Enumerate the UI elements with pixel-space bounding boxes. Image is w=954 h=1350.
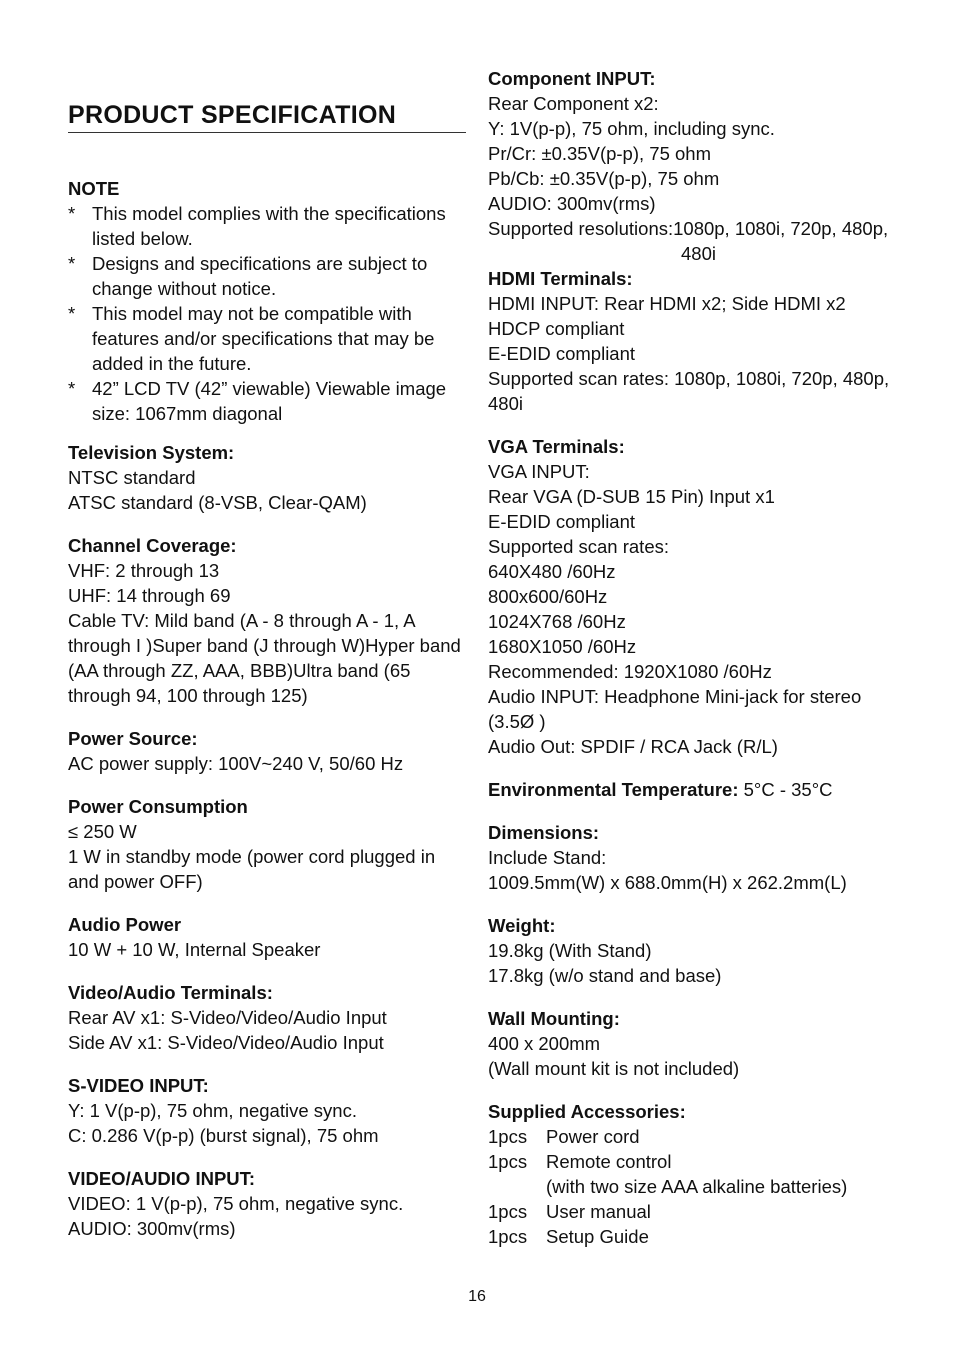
spec-line: 640X480 /60Hz [488, 561, 616, 582]
item-desc: User manual [546, 1201, 651, 1222]
section-heading: Channel Coverage: [68, 535, 237, 556]
spec-line: Y: 1V(p-p), 75 ohm, including sync. [488, 118, 775, 139]
note-heading: NOTE [68, 178, 120, 199]
spec-line: Rear VGA (D-SUB 15 Pin) Input x1 [488, 486, 775, 507]
spec-paragraph: Supported scan rates: 1080p, 1080i, 720p, 480p, 480i [488, 368, 890, 414]
video-audio-input-section [68, 1166, 468, 1241]
spec-line: AUDIO: 300mv(rms) [488, 193, 656, 214]
section-heading: HDMI Terminals: [488, 268, 633, 289]
dimensions-section [488, 820, 908, 895]
vga-section [488, 434, 908, 759]
asterisk-bullet: * [68, 303, 76, 324]
spec-line: Rear Component x2: [488, 93, 659, 114]
section-heading: Video/Audio Terminals: [68, 982, 273, 1003]
spec-line: AC power supply: 100V~240 V, 50/60 Hz [68, 753, 404, 774]
wall-mounting-section [488, 1006, 908, 1081]
list-item [488, 1224, 908, 1249]
section-heading: Power Source: [68, 728, 198, 749]
weight-section [488, 913, 908, 988]
section-heading: Supplied Accessories: [488, 1101, 686, 1122]
spec-line: NTSC standard [68, 467, 196, 488]
environment-section [488, 777, 908, 802]
spec-line: Include Stand: [488, 847, 607, 868]
item-desc: Setup Guide [546, 1226, 649, 1247]
note-item [68, 201, 468, 251]
spec-line: HDMI INPUT: Rear HDMI x2; Side HDMI x2 [488, 293, 846, 314]
section-heading: Component INPUT: [488, 68, 656, 89]
spec-line: Side AV x1: S-Video/Video/Audio Input [68, 1032, 384, 1053]
channel-coverage-section [68, 533, 468, 708]
spec-line: HDCP compliant [488, 318, 625, 339]
spec-line: E-EDID compliant [488, 511, 636, 532]
spec-line: VIDEO: 1 V(p-p), 75 ohm, negative sync. [68, 1193, 404, 1214]
section-heading: Audio Power [68, 914, 182, 935]
page-number: 16 [468, 1288, 486, 1305]
spec-line: C: 0.286 V(p-p) (burst signal), 75 ohm [68, 1125, 379, 1146]
section-heading: Power Consumption [68, 796, 248, 817]
note-text: This model may not be compatible with features and/or specifications that may be added in the future. [92, 303, 435, 374]
left-column [68, 176, 468, 1259]
item-qty: 1pcs [488, 1201, 528, 1222]
note-text: Designs and specifications are subject to change without notice. [92, 253, 428, 299]
list-item [488, 1149, 908, 1174]
note-text: 42” LCD TV (42” viewable) Viewable image size: 1067mm diagonal [92, 378, 447, 424]
item-desc: (with two size AAA alkaline batteries) [546, 1176, 848, 1197]
spec-line: Pr/Cr: ±0.35V(p-p), 75 ohm [488, 143, 711, 164]
note-section [68, 176, 468, 426]
tv-system-section [68, 440, 468, 515]
item-qty: 1pcs [488, 1151, 528, 1172]
spec-paragraph: Audio INPUT: Headphone Mini-jack for stereo (3.5Ø ) [488, 686, 862, 732]
spec-line: Recommended: 1920X1080 /60Hz [488, 661, 772, 682]
spec-line: 400 x 200mm [488, 1033, 601, 1054]
hdmi-section [488, 266, 908, 416]
spec-value: 5°C - 35°C [738, 779, 833, 800]
spec-line: Y: 1 V(p-p), 75 ohm, negative sync. [68, 1100, 357, 1121]
spec-line: Pb/Cb: ±0.35V(p-p), 75 ohm [488, 168, 720, 189]
spec-line: 10 W + 10 W, Internal Speaker [68, 939, 321, 960]
spec-line: Rear AV x1: S-Video/Video/Audio Input [68, 1007, 387, 1028]
note-item [68, 376, 468, 426]
section-heading: S-VIDEO INPUT: [68, 1075, 209, 1096]
spec-line: ATSC standard (8-VSB, Clear-QAM) [68, 492, 367, 513]
section-heading: Television System: [68, 442, 235, 463]
section-heading: Wall Mounting: [488, 1008, 620, 1029]
section-heading: Environmental Temperature: [488, 779, 739, 800]
spec-line: Supported resolutions:1080p, 1080i, 720p, 480p, [488, 218, 889, 239]
section-heading: Dimensions: [488, 822, 600, 843]
spec-line: AUDIO: 300mv(rms) [68, 1218, 236, 1239]
accessories-section [488, 1099, 908, 1249]
asterisk-bullet: * [68, 253, 76, 274]
spec-line: 17.8kg (w/o stand and base) [488, 965, 722, 986]
spec-line: (Wall mount kit is not included) [488, 1058, 740, 1079]
spec-line: UHF: 14 through 69 [68, 585, 231, 606]
right-column [488, 66, 908, 1267]
spec-line: 1024X768 /60Hz [488, 611, 626, 632]
note-text: This model complies with the specifications listed below. [92, 203, 446, 249]
asterisk-bullet: * [68, 378, 76, 399]
spec-line: ≤ 250 W [68, 821, 137, 842]
av-terminals-section [68, 980, 468, 1055]
page-title: PRODUCT SPECIFICATION [68, 100, 466, 133]
item-qty [488, 1174, 546, 1199]
power-source-section [68, 726, 468, 776]
spec-line: 1009.5mm(W) x 688.0mm(H) x 262.2mm(L) [488, 872, 847, 893]
section-heading: VGA Terminals: [488, 436, 625, 457]
spec-line: 480i [681, 243, 716, 264]
item-qty: 1pcs [488, 1226, 528, 1247]
asterisk-bullet: * [68, 203, 76, 224]
spec-paragraph: 1 W in standby mode (power cord plugged in and power OFF) [68, 846, 436, 892]
spec-line: VHF: 2 through 13 [68, 560, 220, 581]
spec-line: Supported scan rates: [488, 536, 669, 557]
spec-line: 1680X1050 /60Hz [488, 636, 637, 657]
spec-line: Audio Out: SPDIF / RCA Jack (R/L) [488, 736, 778, 757]
item-qty: 1pcs [488, 1126, 528, 1147]
svideo-section [68, 1073, 468, 1148]
list-item [488, 1124, 908, 1149]
component-section [488, 66, 908, 266]
section-heading: Weight: [488, 915, 556, 936]
spec-paragraph: Cable TV: Mild band (A - 8 through A - 1, A through I )Super band (J through W)Hyper band (AA through ZZ, AAA, BBB)Ultra band (65 through 94, 100 through 125) [68, 610, 461, 706]
power-consumption-section [68, 794, 468, 894]
note-item [68, 251, 468, 301]
item-desc: Remote control [546, 1151, 672, 1172]
note-item [68, 301, 468, 376]
section-heading: VIDEO/AUDIO INPUT: [68, 1168, 256, 1189]
spec-line: E-EDID compliant [488, 343, 636, 364]
spec-line: 800x600/60Hz [488, 586, 608, 607]
list-item [488, 1174, 908, 1199]
spec-line: 19.8kg (With Stand) [488, 940, 652, 961]
spec-line: VGA INPUT: [488, 461, 590, 482]
audio-power-section [68, 912, 468, 962]
list-item [488, 1199, 908, 1224]
item-desc: Power cord [546, 1126, 640, 1147]
